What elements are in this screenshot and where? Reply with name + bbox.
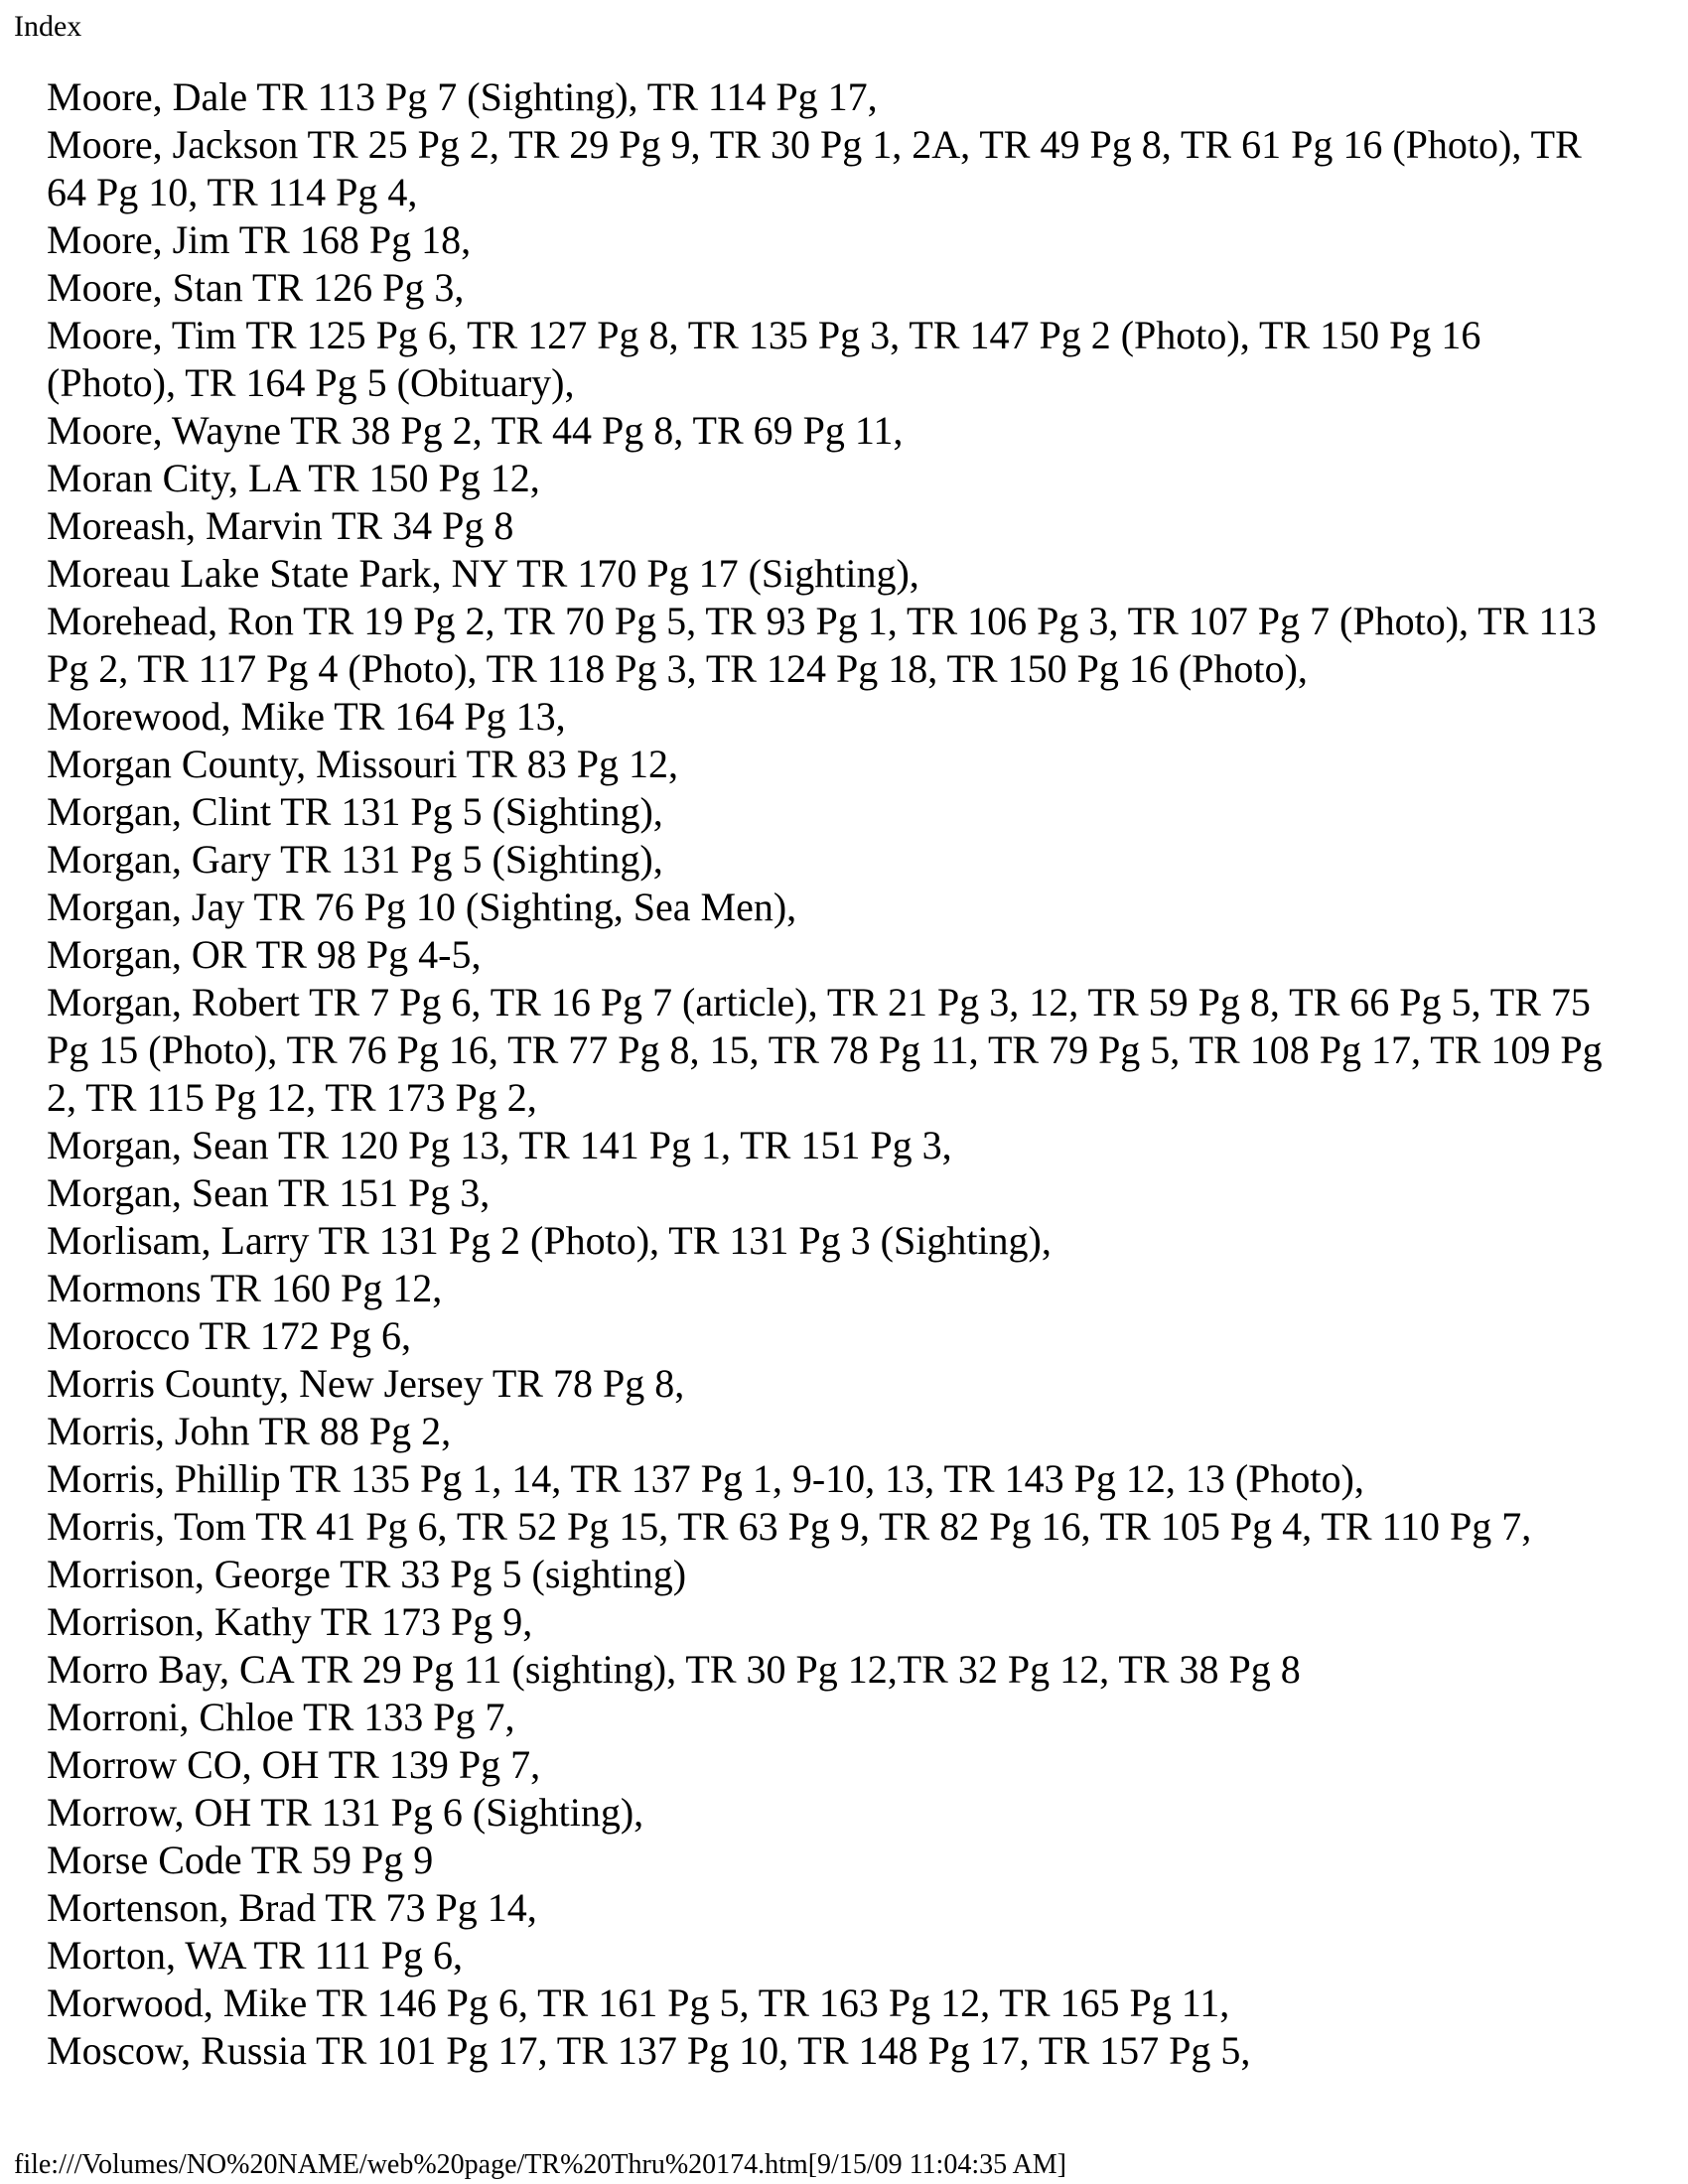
index-entry: Morocco TR 172 Pg 6, [47,1313,412,1358]
index-entry: Mormons TR 160 Pg 12, [47,1266,443,1310]
index-entry: Morton, WA TR 111 Pg 6, [47,1933,463,1978]
index-entry: Morlisam, Larry TR 131 Pg 2 (Photo), TR 131 Pg 3 (Sighting), [47,1218,1052,1263]
index-entry: Moore, Wayne TR 38 Pg 2, TR 44 Pg 8, TR 69 Pg 11, [47,408,904,453]
index-entry: Morris, Tom TR 41 Pg 6, TR 52 Pg 15, TR 63 Pg 9, TR 82 Pg 16, TR 105 Pg 4, TR 110 Pg 7, [47,1504,1532,1549]
index-entry: Morgan, Gary TR 131 Pg 5 (Sighting), [47,837,663,882]
index-entry: Moore, Jackson TR 25 Pg 2, TR 29 Pg 9, TR 30 Pg 1, 2A, TR 49 Pg 8, TR 61 Pg 16 (Photo), TR 64 Pg 10, TR 114 Pg 4, [47,122,1582,214]
index-entry-list [47,73,1616,2075]
index-entry: Morris, John TR 88 Pg 2, [47,1409,452,1453]
index-entry: Morgan, Robert TR 7 Pg 6, TR 16 Pg 7 (article), TR 21 Pg 3, 12, TR 59 Pg 8, TR 66 Pg 5, TR 75 Pg 15 (Photo), TR 76 Pg 16, TR 77 Pg 8, 15, TR 78 Pg 11, TR 79 Pg 5, TR 108 Pg 17, TR 109 Pg 2, TR 115 Pg 12, TR 173 Pg 2, [47,980,1603,1120]
index-entry: Morse Code TR 59 Pg 9 [47,1838,434,1882]
index-entry: Moscow, Russia TR 101 Pg 17, TR 137 Pg 10, TR 148 Pg 17, TR 157 Pg 5, [47,2028,1251,2073]
print-footer-url: file:///Volumes/NO%20NAME/web%20page/TR%20Thru%20174.htm[9/15/09 11:04:35 AM] [14,2149,1067,2180]
index-entry: Moran City, LA TR 150 Pg 12, [47,456,540,500]
index-entry: Morwood, Mike TR 146 Pg 6, TR 161 Pg 5, TR 163 Pg 12, TR 165 Pg 11, [47,1980,1230,2025]
index-entry: Morroni, Chloe TR 133 Pg 7, [47,1695,515,1739]
index-entry: Moreau Lake State Park, NY TR 170 Pg 17 (Sighting), [47,551,919,596]
index-entry: Moore, Stan TR 126 Pg 3, [47,265,465,310]
index-entry: Morewood, Mike TR 164 Pg 13, [47,694,566,739]
index-entry: Morris County, New Jersey TR 78 Pg 8, [47,1361,685,1406]
index-entry: Morris, Phillip TR 135 Pg 1, 14, TR 137 Pg 1, 9-10, 13, TR 143 Pg 12, 13 (Photo), [47,1456,1364,1501]
index-entry: Morrow CO, OH TR 139 Pg 7, [47,1742,541,1787]
index-entry: Morrison, George TR 33 Pg 5 (sighting) [47,1552,687,1596]
index-entry: Morehead, Ron TR 19 Pg 2, TR 70 Pg 5, TR 93 Pg 1, TR 106 Pg 3, TR 107 Pg 7 (Photo), TR 113 Pg 2, TR 117 Pg 4 (Photo), TR 118 Pg 3, TR 124 Pg 18, TR 150 Pg 16 (Photo), [47,599,1597,691]
index-entry: Morro Bay, CA TR 29 Pg 11 (sighting), TR 30 Pg 12,TR 32 Pg 12, TR 38 Pg 8 [47,1647,1301,1692]
index-entry: Morgan, Sean TR 151 Pg 3, [47,1170,491,1215]
index-entry: Mortenson, Brad TR 73 Pg 14, [47,1885,537,1930]
index-entry: Morgan, Jay TR 76 Pg 10 (Sighting, Sea Men), [47,885,797,929]
index-entry: Morgan, Sean TR 120 Pg 13, TR 141 Pg 1, TR 151 Pg 3, [47,1123,952,1167]
index-entry: Morgan, Clint TR 131 Pg 5 (Sighting), [47,789,663,834]
print-header-title: Index [14,10,82,43]
index-entry: Morrow, OH TR 131 Pg 6 (Sighting), [47,1790,644,1835]
index-entry: Morgan, OR TR 98 Pg 4-5, [47,932,482,977]
index-entry: Moore, Dale TR 113 Pg 7 (Sighting), TR 114 Pg 17, [47,74,878,119]
index-entry: Moore, Jim TR 168 Pg 18, [47,217,472,262]
index-entry: Morgan County, Missouri TR 83 Pg 12, [47,742,678,786]
index-entry: Moore, Tim TR 125 Pg 6, TR 127 Pg 8, TR 135 Pg 3, TR 147 Pg 2 (Photo), TR 150 Pg 16 (Photo), TR 164 Pg 5 (Obituary), [47,313,1481,405]
index-entry: Moreash, Marvin TR 34 Pg 8 [47,503,514,548]
index-entry: Morrison, Kathy TR 173 Pg 9, [47,1599,533,1644]
